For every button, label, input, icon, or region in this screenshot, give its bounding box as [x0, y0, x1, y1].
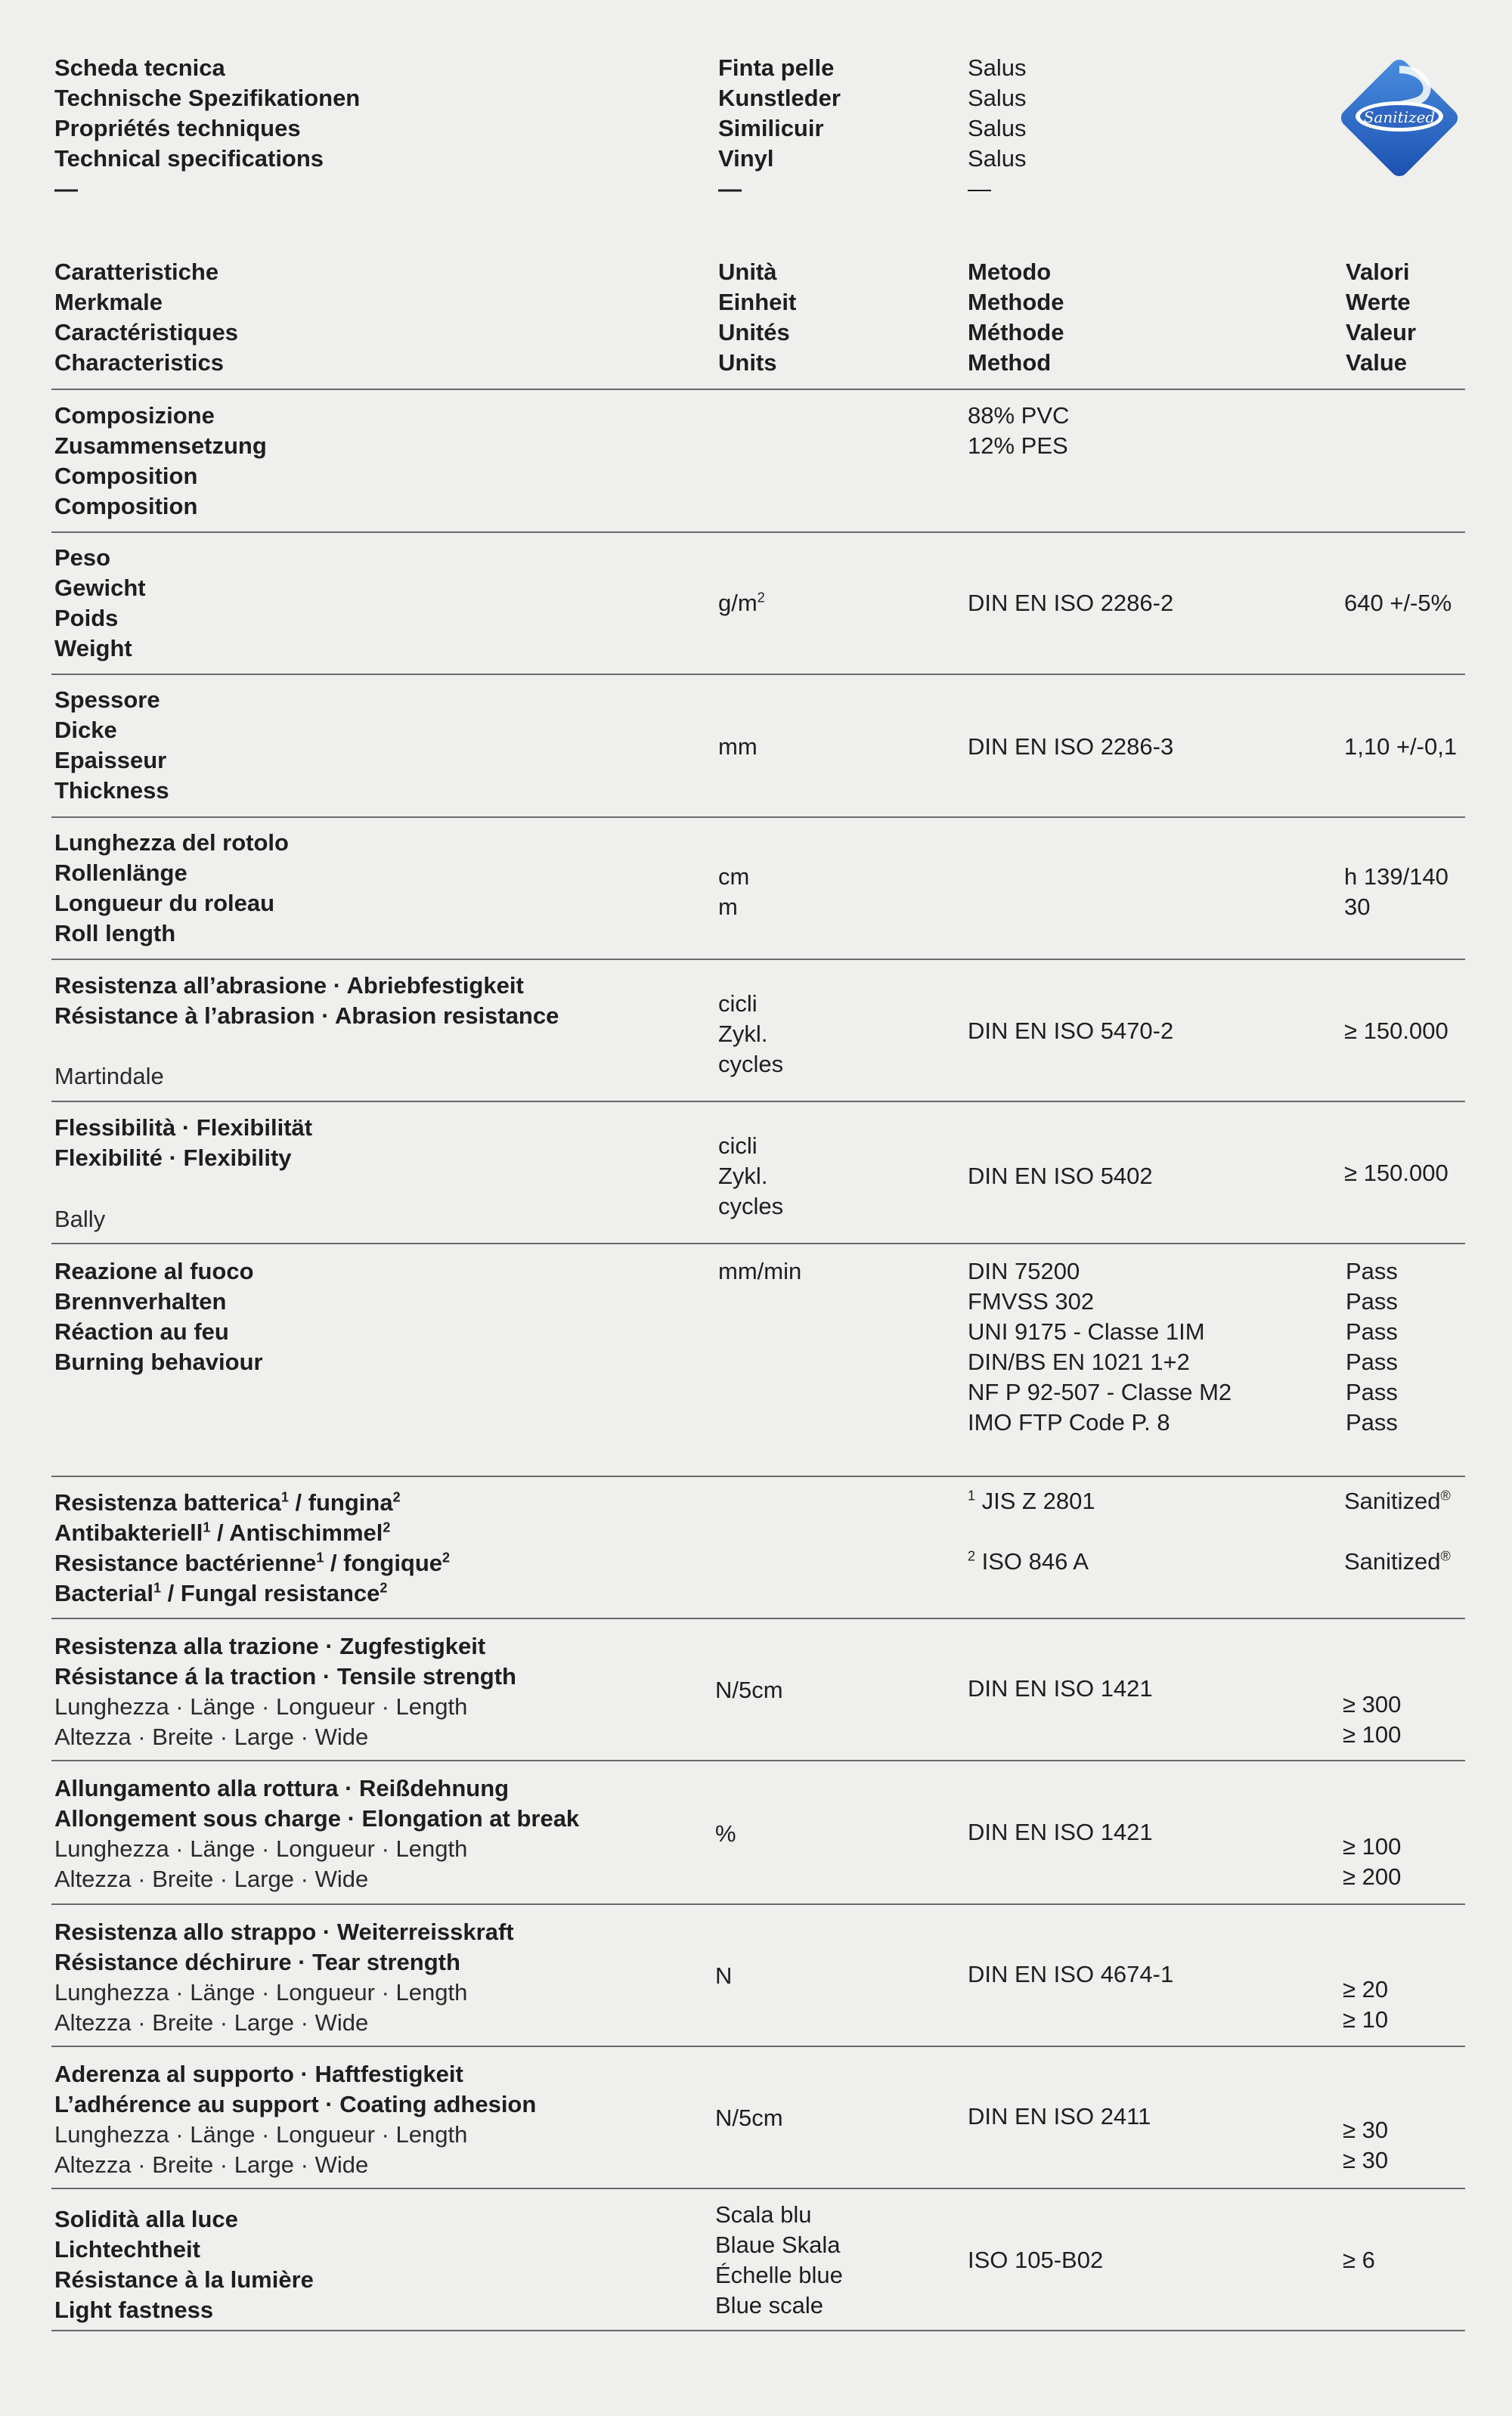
antibacterial-en	[54, 1578, 450, 1609]
light-unit-fr: Échelle blue	[715, 2262, 843, 2288]
tear-width: Altezza · Breite · Large · Wide	[54, 2009, 369, 2036]
row-weight-label	[54, 543, 146, 664]
row-thickness-label	[54, 685, 169, 806]
col-method-fr: Méthode	[968, 319, 1064, 345]
weight-unit	[718, 588, 765, 618]
tear-method: DIN EN ISO 4674-1	[968, 1961, 1174, 1987]
roll-length-de: Rollenlänge	[54, 860, 187, 886]
antibacterial-method-1-text: JIS Z 2801	[981, 1488, 1095, 1514]
elongation-length: Lunghezza · Länge · Longueur · Length	[54, 1835, 468, 1862]
light-value: ≥ 6	[1343, 2247, 1375, 2273]
fire-method-imo: IMO FTP Code P. 8	[968, 1409, 1170, 1436]
roll-length-fr: Longueur du roleau	[54, 890, 275, 916]
sheet-title	[54, 53, 360, 204]
flexibility-it-de: Flessibilità · Flexibilität	[54, 1114, 313, 1141]
antibacterial-it	[54, 1488, 450, 1518]
antibacterial-value-2-text: Sanitized	[1344, 1548, 1441, 1575]
fire-value: Pass	[1346, 1318, 1398, 1345]
fire-value: Pass	[1346, 1349, 1398, 1375]
row-tear-label	[54, 1917, 514, 2038]
thickness-fr: Epaisseur	[54, 747, 167, 773]
light-method: ISO 105-B02	[968, 2247, 1104, 2273]
tensile-value-length: ≥ 300	[1343, 1691, 1402, 1718]
fire-values	[1346, 1256, 1398, 1438]
weight-value: 640 +/-5%	[1344, 590, 1452, 616]
tear-value-width: ≥ 10	[1343, 2006, 1389, 2033]
abrasion-unit-it: cicli	[718, 990, 758, 1017]
thickness-de: Dicke	[54, 717, 117, 743]
tear-length: Lunghezza · Länge · Longueur · Length	[54, 1979, 468, 2006]
flexibility-unit-it: cicli	[718, 1132, 758, 1159]
antibacterial-it-b: / fungina	[288, 1489, 393, 1516]
thickness-it: Spessore	[54, 686, 160, 713]
antibacterial-de	[54, 1518, 450, 1548]
registered-mark: ®	[1440, 1548, 1451, 1564]
fire-it: Reazione al fuoco	[54, 1258, 254, 1284]
roll-length-unit-m: m	[718, 894, 738, 920]
roll-length-it: Lunghezza del rotolo	[54, 829, 289, 856]
divider	[51, 1903, 1465, 1905]
thickness-en: Thickness	[54, 777, 169, 804]
thickness-value: 1,10 +/-0,1	[1344, 733, 1458, 760]
antibacterial-fr-b: / fongique	[324, 1550, 443, 1576]
flexibility-unit-de: Zykl.	[718, 1163, 768, 1189]
product-dash: —	[968, 175, 991, 202]
tensile-fr-en: Résistance á la traction · Tensile strength	[54, 1663, 516, 1690]
footnote-2: 2	[442, 1550, 451, 1566]
material-de: Kunstleder	[718, 85, 841, 111]
antibacterial-en-a: Bacterial	[54, 1580, 153, 1606]
divider	[51, 531, 1465, 533]
adhesion-value-width: ≥ 30	[1343, 2147, 1389, 2173]
row-adhesion-label	[54, 2059, 536, 2180]
footnote-1: 1	[153, 1580, 161, 1596]
elongation-fr-en: Allongement sous charge · Elongation at break	[54, 1805, 580, 1832]
col-units-it: Unità	[718, 259, 777, 285]
row-elongation-label	[54, 1773, 579, 1894]
fire-unit: mm/min	[718, 1258, 802, 1284]
antibacterial-it-a: Resistenza batterica	[54, 1489, 281, 1516]
antibacterial-en-b: / Fungal resistance	[160, 1580, 380, 1606]
title-en: Technical specifications	[54, 145, 324, 172]
col-method	[968, 257, 1064, 378]
adhesion-method: DIN EN ISO 2411	[968, 2103, 1151, 2129]
col-values-de: Werte	[1346, 289, 1411, 315]
light-fr: Résistance à la lumière	[54, 2266, 314, 2293]
weight-de: Gewicht	[54, 575, 146, 601]
tensile-it-de: Resistenza alla trazione · Zugfestigkeit	[54, 1633, 486, 1659]
col-characteristics-it: Caratteristiche	[54, 259, 219, 285]
weight-it: Peso	[54, 544, 111, 571]
divider	[51, 1476, 1465, 1477]
light-unit-de: Blaue Skala	[715, 2232, 841, 2258]
row-antibacterial-label	[54, 1488, 450, 1609]
adhesion-width: Altezza · Breite · Large · Wide	[54, 2151, 369, 2178]
tear-it-de: Resistenza allo strappo · Weiterreisskraft	[54, 1919, 514, 1945]
composition-en: Composition	[54, 493, 198, 519]
fire-method-nfp92507: NF P 92-507 - Classe M2	[968, 1379, 1232, 1405]
antibacterial-value-2	[1344, 1547, 1451, 1577]
light-unit-en: Blue scale	[715, 2292, 824, 2318]
col-method-en: Method	[968, 349, 1052, 376]
row-tensile-label	[54, 1631, 516, 1752]
tensile-length: Lunghezza · Länge · Longueur · Length	[54, 1693, 468, 1720]
col-values-en: Value	[1346, 349, 1407, 376]
divider	[51, 959, 1465, 960]
adhesion-it-de: Aderenza al supporto · Haftfestigkeit	[54, 2061, 463, 2087]
weight-unit-sup: 2	[757, 590, 765, 606]
row-light-label	[54, 2204, 314, 2325]
abrasion-method: DIN EN ISO 5470-2	[968, 1018, 1174, 1044]
divider	[51, 2188, 1465, 2189]
divider	[51, 674, 1465, 675]
col-units-fr: Unités	[718, 319, 790, 345]
fire-de: Brennverhalten	[54, 1288, 227, 1315]
adhesion-unit: N/5cm	[715, 2105, 783, 2131]
weight-unit-text: g/m	[718, 590, 758, 616]
row-flexibility-label	[54, 1113, 312, 1173]
tear-fr-en: Résistance déchirure · Tear strength	[54, 1949, 460, 1975]
fire-methods	[968, 1256, 1232, 1438]
footnote-2: 2	[968, 1548, 976, 1564]
composition-method	[968, 401, 1069, 461]
abrasion-fr-en: Résistance à l’abrasion · Abrasion resistance	[54, 1002, 559, 1029]
col-characteristics-en: Characteristics	[54, 349, 225, 376]
col-method-de: Methode	[968, 289, 1064, 315]
col-units-de: Einheit	[718, 289, 797, 315]
roll-length-height: h 139/140	[1344, 863, 1448, 890]
row-fire-label	[54, 1256, 263, 1377]
tear-unit: N	[715, 1962, 733, 1989]
col-units-en: Units	[718, 349, 777, 376]
roll-length-en: Roll length	[54, 920, 176, 946]
col-values-it: Valori	[1346, 259, 1410, 285]
product-it: Salus	[968, 54, 1027, 81]
product-en: Salus	[968, 145, 1027, 172]
divider	[51, 1760, 1465, 1761]
title-dash: —	[54, 175, 78, 202]
tear-value-length: ≥ 20	[1343, 1976, 1389, 2002]
fire-fr: Réaction au feu	[54, 1318, 229, 1345]
fire-value: Pass	[1346, 1409, 1398, 1436]
product-fr: Salus	[968, 115, 1027, 141]
light-units	[715, 2200, 843, 2321]
composition-fr: Composition	[54, 463, 198, 489]
tensile-width: Altezza · Breite · Large · Wide	[54, 1724, 369, 1750]
abrasion-it-de: Resistenza all’abrasione · Abriebfestigkeit	[54, 972, 524, 999]
flexibility-test-name: Bally	[54, 1206, 106, 1232]
antibacterial-method-2	[968, 1547, 1089, 1577]
col-characteristics-fr: Caractéristiques	[54, 319, 238, 345]
col-characteristics-de: Merkmale	[54, 289, 163, 315]
adhesion-fr-en: L’adhérence au support · Coating adhesion	[54, 2091, 537, 2117]
elongation-it-de: Allungamento alla rottura · Reißdehnung	[54, 1775, 510, 1801]
antibacterial-fr	[54, 1548, 450, 1578]
composition-de: Zusammensetzung	[54, 432, 267, 459]
flexibility-value: ≥ 150.000	[1344, 1160, 1448, 1186]
abrasion-unit-en: cycles	[718, 1051, 784, 1077]
fire-method-fmvss302: FMVSS 302	[968, 1288, 1095, 1315]
divider	[51, 816, 1465, 818]
antibacterial-de-a: Antibakteriell	[54, 1519, 203, 1546]
tensile-values	[1343, 1690, 1401, 1750]
abrasion-value: ≥ 150.000	[1344, 1018, 1448, 1044]
fire-method-uni9175: UNI 9175 - Classe 1IM	[968, 1318, 1205, 1345]
light-de: Lichtechtheit	[54, 2236, 200, 2263]
col-method-it: Metodo	[968, 259, 1052, 285]
roll-length-units	[718, 862, 749, 922]
elongation-value-length: ≥ 100	[1343, 1833, 1402, 1860]
flexibility-fr-en: Flexibilité · Flexibility	[54, 1145, 292, 1171]
elongation-method: DIN EN ISO 1421	[968, 1819, 1153, 1845]
product-de: Salus	[968, 85, 1027, 111]
flexibility-unit-en: cycles	[718, 1193, 784, 1219]
elongation-value-width: ≥ 200	[1343, 1863, 1402, 1890]
weight-en: Weight	[54, 635, 132, 661]
flexibility-units	[718, 1131, 783, 1222]
abrasion-unit-de: Zykl.	[718, 1021, 768, 1047]
tensile-value-width: ≥ 100	[1343, 1721, 1402, 1748]
material-en: Vinyl	[718, 145, 774, 172]
elongation-values	[1343, 1832, 1401, 1892]
material-fr: Similicuir	[718, 115, 824, 141]
footnote-1: 1	[280, 1489, 289, 1505]
row-abrasion-label	[54, 971, 559, 1031]
light-unit-it: Scala blu	[715, 2201, 812, 2228]
adhesion-value-length: ≥ 30	[1343, 2117, 1389, 2143]
tensile-method: DIN EN ISO 1421	[968, 1675, 1153, 1702]
elongation-unit: %	[715, 1820, 736, 1847]
weight-fr: Poids	[54, 605, 119, 631]
title-de: Technische Spezifikationen	[54, 85, 361, 111]
product-names	[968, 53, 1027, 204]
abrasion-test-name: Martindale	[54, 1063, 164, 1089]
footnote-2: 2	[383, 1519, 391, 1535]
roll-length-length: 30	[1344, 894, 1371, 920]
thickness-unit: mm	[718, 733, 758, 760]
composition-pes: 12% PES	[968, 432, 1068, 459]
antibacterial-value-1-text: Sanitized	[1344, 1488, 1441, 1514]
flexibility-method: DIN EN ISO 5402	[968, 1163, 1153, 1189]
fire-value: Pass	[1346, 1258, 1398, 1284]
footnote-1: 1	[316, 1550, 324, 1566]
material-dash: —	[718, 175, 742, 202]
footnote-2: 2	[392, 1489, 401, 1505]
sanitized-logo-icon	[1334, 53, 1464, 183]
elongation-width: Altezza · Breite · Large · Wide	[54, 1866, 369, 1892]
abrasion-units	[718, 989, 783, 1079]
adhesion-length: Lunghezza · Länge · Longueur · Length	[54, 2121, 468, 2148]
roll-length-values	[1344, 862, 1448, 922]
row-composition-label	[54, 401, 267, 522]
composition-it: Composizione	[54, 402, 215, 429]
antibacterial-method-2-text: ISO 846 A	[981, 1548, 1089, 1575]
roll-length-unit-cm: cm	[718, 863, 750, 890]
col-units	[718, 257, 796, 378]
antibacterial-method-1	[968, 1486, 1095, 1516]
registered-mark: ®	[1440, 1488, 1451, 1504]
col-values	[1346, 257, 1416, 378]
fire-en: Burning behaviour	[54, 1349, 263, 1375]
divider	[51, 1243, 1465, 1244]
divider	[51, 2330, 1465, 2331]
light-it: Solidità alla luce	[54, 2206, 238, 2232]
footnote-1: 1	[968, 1488, 976, 1504]
divider	[51, 1101, 1465, 1102]
fire-value: Pass	[1346, 1379, 1398, 1405]
col-values-fr: Valeur	[1346, 319, 1417, 345]
weight-method: DIN EN ISO 2286-2	[968, 590, 1174, 616]
adhesion-values	[1343, 2115, 1388, 2176]
fire-method-din75200: DIN 75200	[968, 1258, 1080, 1284]
logo-text: Sanitized	[1363, 108, 1436, 126]
tensile-unit: N/5cm	[715, 1677, 783, 1703]
antibacterial-fr-a: Resistance bactérienne	[54, 1550, 317, 1576]
col-characteristics	[54, 257, 238, 378]
material-names	[718, 53, 841, 204]
tear-values	[1343, 1975, 1388, 2035]
composition-pvc: 88% PVC	[968, 402, 1070, 429]
thickness-method: DIN EN ISO 2286-3	[968, 733, 1174, 760]
antibacterial-de-b: / Antischimmel	[210, 1519, 383, 1546]
title-it: Scheda tecnica	[54, 54, 225, 81]
light-en: Light fastness	[54, 2297, 214, 2323]
footnote-2: 2	[380, 1580, 388, 1596]
fire-value: Pass	[1346, 1288, 1398, 1315]
fire-method-en1021: DIN/BS EN 1021 1+2	[968, 1349, 1190, 1375]
divider	[51, 1618, 1465, 1619]
footnote-1: 1	[203, 1519, 211, 1535]
title-fr: Propriétés techniques	[54, 115, 301, 141]
divider	[51, 2046, 1465, 2047]
material-it: Finta pelle	[718, 54, 835, 81]
row-roll-length-label	[54, 828, 289, 949]
divider	[51, 389, 1465, 390]
antibacterial-value-1	[1344, 1486, 1451, 1516]
